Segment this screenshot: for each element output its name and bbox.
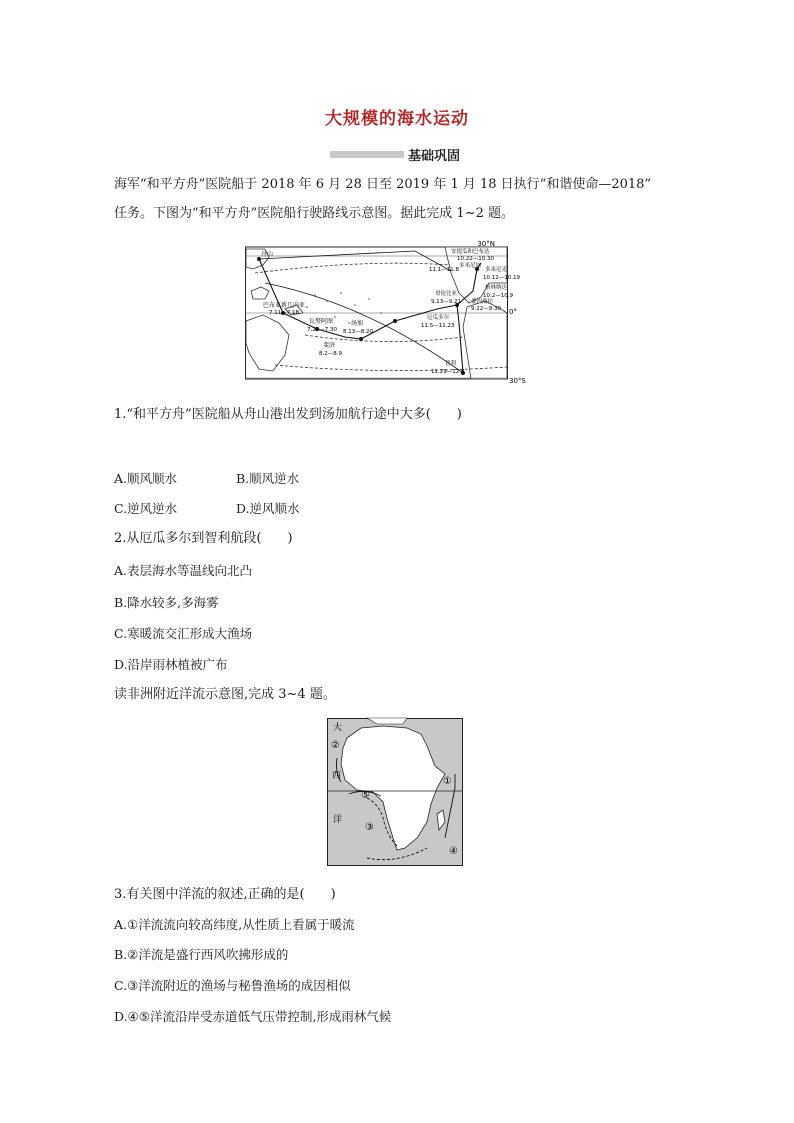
- stop-date: 8.2—8.9: [319, 351, 342, 357]
- q2-option-a: A.表层海水等温线向北凸: [114, 563, 253, 578]
- q1-option-c: C.逆风逆水: [114, 501, 178, 516]
- stop-label: 舟山: [261, 251, 274, 258]
- ocean-char: 洋: [333, 815, 343, 825]
- intro-line-1: 海军“和平方舟”医院船于 2018 年 6 月 28 日至 2019 年 1 月 18 日执行“和谐使命—2018”: [114, 177, 652, 192]
- q3-option-a: A.①洋流流向较高纬度,从性质上看属于暖流: [114, 917, 355, 932]
- stop-date: 10.12—10.19: [483, 275, 520, 281]
- intro-2: 读非洲附近洋流示意图,完成 3~4 题。: [114, 687, 336, 702]
- intro-line-2: 任务。下图为“和平方舟”医院船行驶路线示意图。据此完成 1~2 题。: [114, 206, 514, 221]
- stop-label: 瓦努阿图: [309, 318, 334, 325]
- current-marker-1: ①: [443, 776, 452, 787]
- stop-label: 斐济: [323, 342, 336, 349]
- stop-date: 7.23—7.30: [307, 327, 337, 333]
- lat-label-30s: 30°S: [509, 377, 526, 385]
- stop-label: 多米尼克: [485, 267, 508, 273]
- q1-stem: 1.“和平方舟”医院船从舟山港出发到汤加航行途中大多( ): [114, 407, 462, 422]
- page-title: 大规模的海水运动: [325, 109, 469, 129]
- q1-option-d: D.逆风顺水: [236, 501, 300, 516]
- africa-map-svg: [327, 718, 463, 866]
- stop-date: 10.22—10.30: [457, 256, 494, 262]
- stop-date: 7.11—7.18: [269, 310, 299, 316]
- route-map-svg: [245, 240, 526, 385]
- misc-date: 11.1—11.8: [429, 267, 459, 273]
- q2-stem: 2.从厄瓜多尔到智利航段( ): [114, 531, 293, 546]
- stop-label: 委内瑞拉: [471, 299, 494, 305]
- current-marker-3: ③: [365, 822, 374, 833]
- current-marker-4: ④: [449, 846, 458, 857]
- stop-date: 11.5—11.23: [421, 323, 455, 329]
- stop-label: 智利: [445, 361, 457, 367]
- stop-label: 哥伦比亚: [435, 291, 458, 297]
- q3-option-b: B.②洋流是盛行西风吹拂形成的: [114, 947, 289, 962]
- current-marker-5: ⑤: [361, 790, 370, 801]
- section-bar: [330, 151, 404, 158]
- lat-label-30n: 30°N: [477, 240, 495, 248]
- current-marker-2: ②: [331, 740, 340, 751]
- q3-option-d: D.④⑤洋流沿岸受赤道低气压带控制,形成雨林气候: [114, 1009, 392, 1024]
- stop-label: 格林纳达: [485, 285, 508, 291]
- lat-label-0: 0°: [509, 308, 517, 316]
- q2-option-c: C.寒暖流交汇形成大渔场: [114, 626, 253, 641]
- route-map: [245, 240, 526, 385]
- stop-date: 10.2—10.9: [483, 293, 513, 299]
- q1-option-b: B.顺风逆水: [236, 471, 300, 486]
- africa-current-map: [327, 718, 463, 866]
- stop-date: 8.13—8.20: [343, 329, 373, 335]
- stop-label: 厄瓜多尔: [427, 315, 450, 321]
- ocean-char: 大: [333, 723, 343, 733]
- q3-stem: 3.有关图中洋流的叙述,正确的是( ): [114, 887, 336, 902]
- q3-option-c: C.③洋流附近的渔场与秘鲁渔场的成因相似: [114, 978, 351, 993]
- stop-date: 11.29—12.8: [431, 369, 465, 375]
- section-label: 基础巩固: [408, 148, 461, 164]
- stop-label: 多米尼加: [459, 263, 482, 269]
- section-heading: [330, 146, 460, 162]
- q2-option-d: D.沿岸雨林植被广布: [114, 657, 228, 672]
- stop-label: 巴布亚新几内亚: [263, 302, 306, 309]
- stop-label: 汤加: [351, 320, 364, 327]
- stop-date: 9.22—9.30: [471, 306, 501, 312]
- stop-date: 9.13—9.21: [431, 299, 461, 305]
- ocean-char: 西: [332, 771, 342, 781]
- stop-label: 安提瓜和巴布达: [451, 249, 490, 255]
- q1-option-a: A.顺风顺水: [114, 471, 178, 486]
- q2-option-b: B.降水较多,多海雾: [114, 595, 219, 610]
